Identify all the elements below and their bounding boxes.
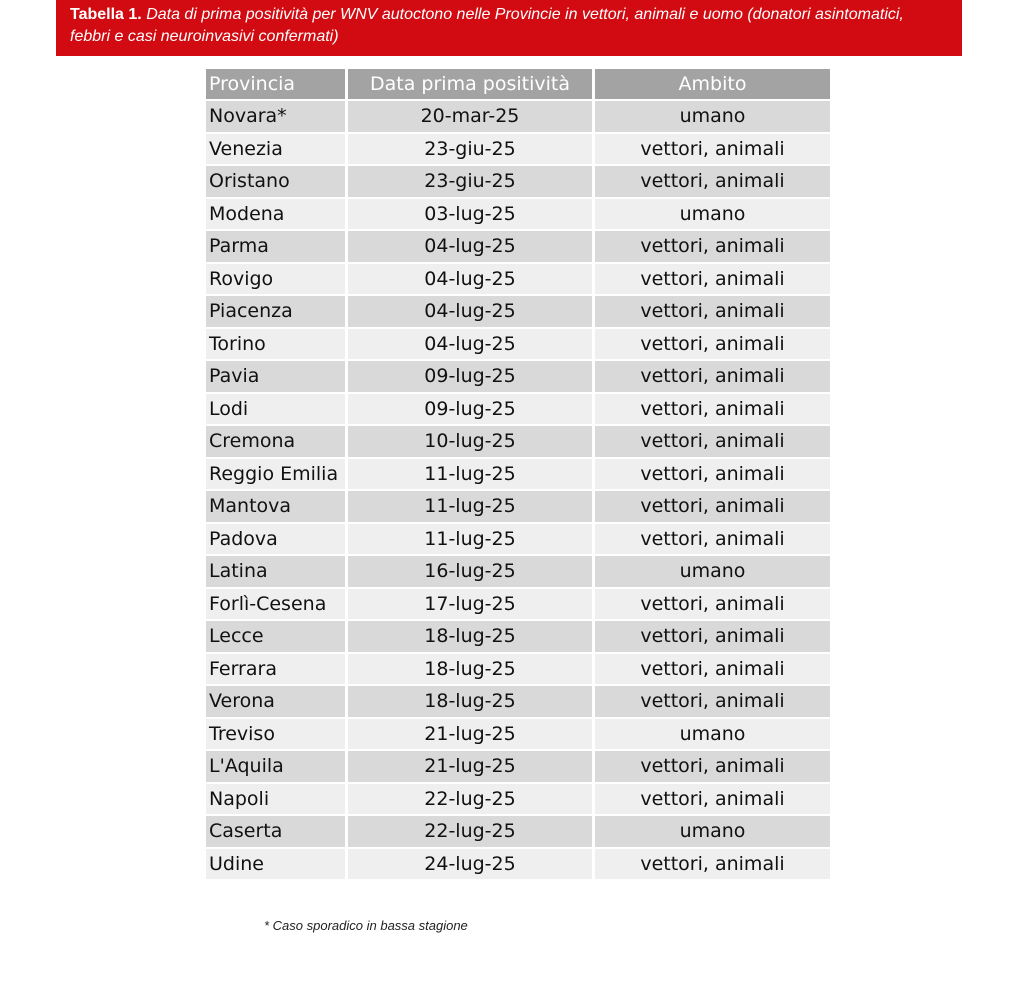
ambito-cell: vettori, animali: [595, 426, 830, 457]
ambito-cell: vettori, animali: [595, 329, 830, 360]
date-cell: 22-lug-25: [348, 784, 592, 815]
date-cell: 21-lug-25: [348, 719, 592, 750]
date-cell: 11-lug-25: [348, 524, 592, 555]
date-cell: 18-lug-25: [348, 686, 592, 717]
provincia-cell: Ferrara: [206, 654, 345, 685]
date-cell: 10-lug-25: [348, 426, 592, 457]
provincia-cell: Lecce: [206, 621, 345, 652]
ambito-cell: vettori, animali: [595, 459, 830, 490]
header-ambito: Ambito: [595, 69, 830, 99]
table-row: [206, 816, 830, 847]
provincia-cell: Lodi: [206, 394, 345, 425]
ambito-cell: vettori, animali: [595, 491, 830, 522]
footnote: * Caso sporadico in bassa stagione: [264, 918, 468, 933]
table-row: [206, 231, 830, 262]
provincia-cell: Parma: [206, 231, 345, 262]
date-cell: 04-lug-25: [348, 231, 592, 262]
ambito-cell: vettori, animali: [595, 296, 830, 327]
date-cell: 18-lug-25: [348, 621, 592, 652]
table-row: [206, 264, 830, 295]
table-row: [206, 426, 830, 457]
table-row: [206, 101, 830, 132]
ambito-cell: vettori, animali: [595, 166, 830, 197]
provincia-cell: Torino: [206, 329, 345, 360]
provincia-cell: Modena: [206, 199, 345, 230]
date-cell: 04-lug-25: [348, 264, 592, 295]
ambito-cell: vettori, animali: [595, 784, 830, 815]
provincia-cell: Napoli: [206, 784, 345, 815]
provincia-cell: L'Aquila: [206, 751, 345, 782]
ambito-cell: vettori, animali: [595, 134, 830, 165]
ambito-cell: umano: [595, 816, 830, 847]
date-cell: 23-giu-25: [348, 134, 592, 165]
table-row: [206, 166, 830, 197]
date-cell: 16-lug-25: [348, 556, 592, 587]
ambito-cell: vettori, animali: [595, 686, 830, 717]
caption-text: Data di prima positività per WNV autoctono nelle Provincie in vettori, animali e uomo (donatori asintomatici, febbri e casi neuroinvasivi confermati): [70, 6, 904, 45]
provincia-cell: Treviso: [206, 719, 345, 750]
provincia-cell: Reggio Emilia: [206, 459, 345, 490]
table-row: [206, 459, 830, 490]
table-row: [206, 589, 830, 620]
provincia-cell: Verona: [206, 686, 345, 717]
provincia-cell: Latina: [206, 556, 345, 587]
table-row: [206, 199, 830, 230]
provincia-cell: Mantova: [206, 491, 345, 522]
provincia-cell: Cremona: [206, 426, 345, 457]
date-cell: 04-lug-25: [348, 296, 592, 327]
header-provincia: Provincia: [206, 69, 345, 99]
ambito-cell: vettori, animali: [595, 589, 830, 620]
ambito-cell: umano: [595, 199, 830, 230]
ambito-cell: umano: [595, 556, 830, 587]
date-cell: 21-lug-25: [348, 751, 592, 782]
ambito-cell: vettori, animali: [595, 751, 830, 782]
table-row: [206, 134, 830, 165]
ambito-cell: umano: [595, 101, 830, 132]
table-caption: [56, 0, 962, 56]
ambito-cell: vettori, animali: [595, 361, 830, 392]
table-row: [206, 621, 830, 652]
table-row: [206, 751, 830, 782]
date-cell: 03-lug-25: [348, 199, 592, 230]
ambito-cell: vettori, animali: [595, 654, 830, 685]
table-row: [206, 686, 830, 717]
date-cell: 09-lug-25: [348, 394, 592, 425]
date-cell: 22-lug-25: [348, 816, 592, 847]
ambito-cell: umano: [595, 719, 830, 750]
table-row: [206, 719, 830, 750]
table-row: [206, 491, 830, 522]
table-row: [206, 556, 830, 587]
provincia-cell: Caserta: [206, 816, 345, 847]
caption-label: Tabella 1.: [70, 6, 142, 23]
provincia-cell: Piacenza: [206, 296, 345, 327]
provincia-cell: Udine: [206, 849, 345, 880]
date-cell: 17-lug-25: [348, 589, 592, 620]
header-data: Data prima positività: [348, 69, 592, 99]
date-cell: 11-lug-25: [348, 491, 592, 522]
date-cell: 24-lug-25: [348, 849, 592, 880]
wnv-table: [203, 67, 833, 881]
provincia-cell: Oristano: [206, 166, 345, 197]
provincia-cell: Padova: [206, 524, 345, 555]
ambito-cell: vettori, animali: [595, 621, 830, 652]
table-header-row: [206, 69, 830, 99]
ambito-cell: vettori, animali: [595, 231, 830, 262]
provincia-cell: Rovigo: [206, 264, 345, 295]
date-cell: 11-lug-25: [348, 459, 592, 490]
ambito-cell: vettori, animali: [595, 849, 830, 880]
table-row: [206, 524, 830, 555]
table-row: [206, 394, 830, 425]
date-cell: 23-giu-25: [348, 166, 592, 197]
date-cell: 09-lug-25: [348, 361, 592, 392]
provincia-cell: Forlì-Cesena: [206, 589, 345, 620]
date-cell: 04-lug-25: [348, 329, 592, 360]
table-row: [206, 296, 830, 327]
table-row: [206, 849, 830, 880]
ambito-cell: vettori, animali: [595, 524, 830, 555]
table-body: [206, 101, 830, 879]
ambito-cell: vettori, animali: [595, 264, 830, 295]
table-row: [206, 329, 830, 360]
table-row: [206, 784, 830, 815]
provincia-cell: Venezia: [206, 134, 345, 165]
table-row: [206, 361, 830, 392]
ambito-cell: vettori, animali: [595, 394, 830, 425]
date-cell: 18-lug-25: [348, 654, 592, 685]
provincia-cell: Pavia: [206, 361, 345, 392]
table-row: [206, 654, 830, 685]
date-cell: 20-mar-25: [348, 101, 592, 132]
provincia-cell: Novara*: [206, 101, 345, 132]
